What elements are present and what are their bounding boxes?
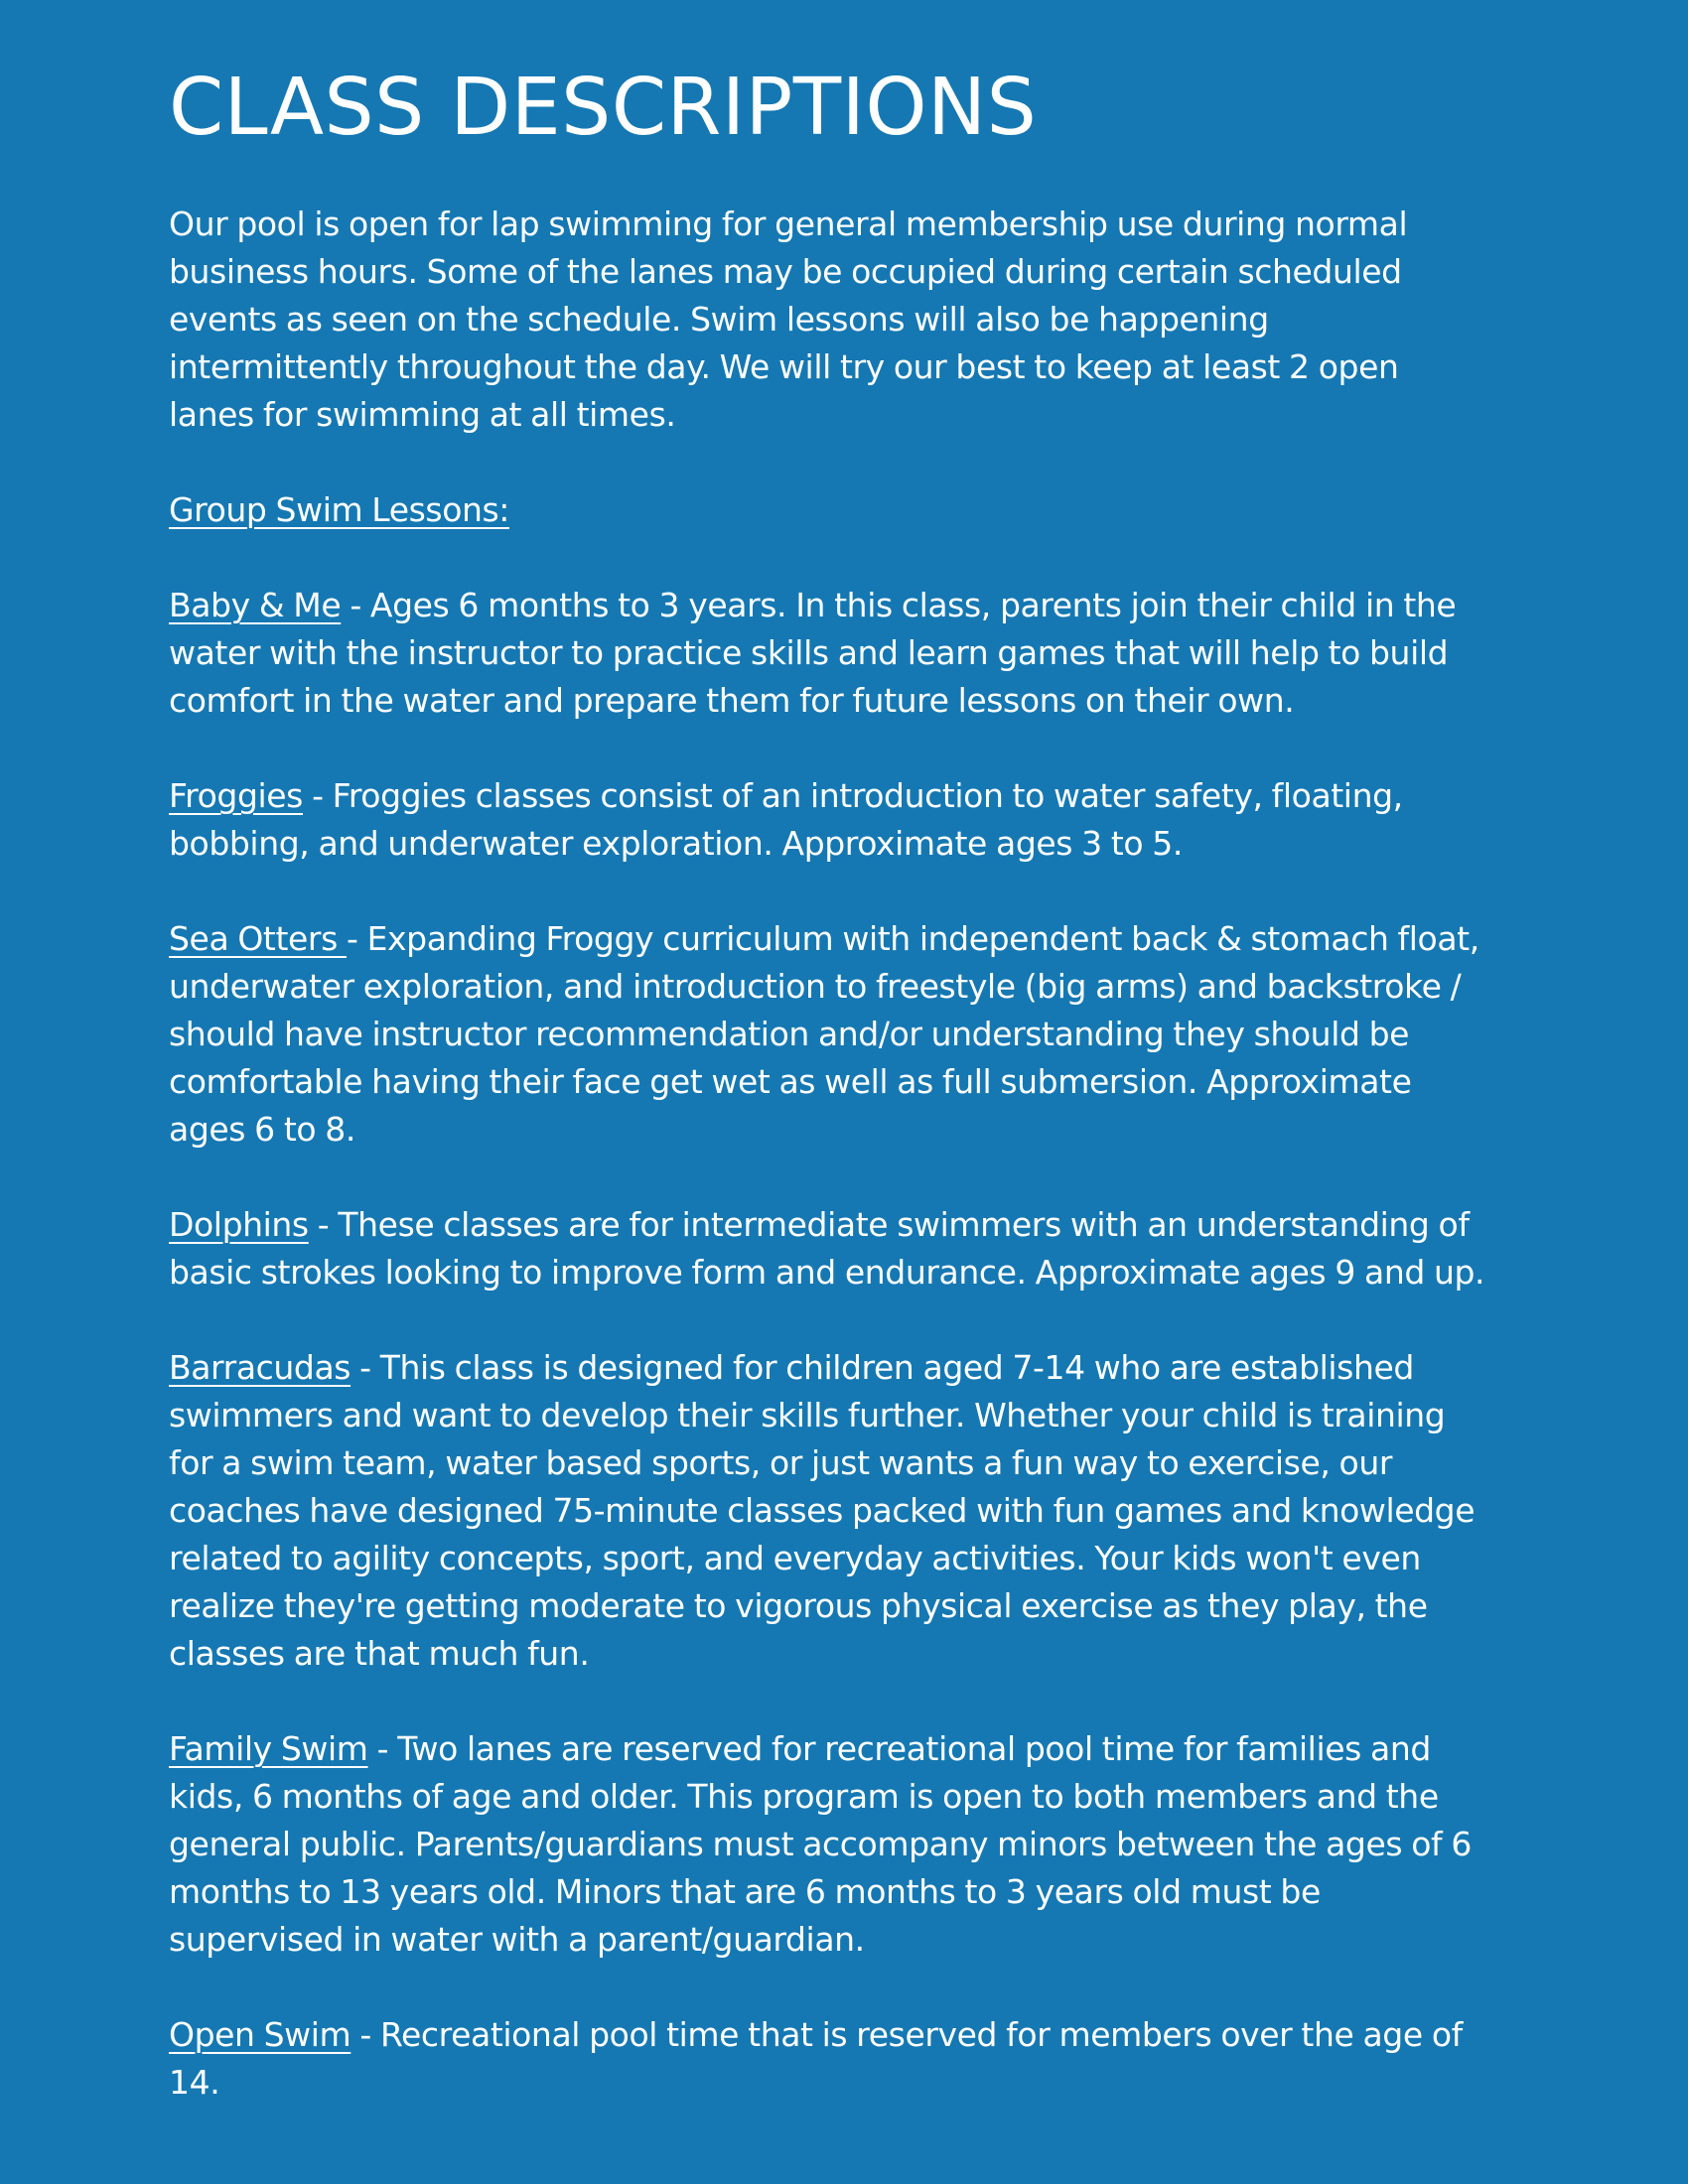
class-name: Baby & Me bbox=[169, 586, 342, 624]
class-name: Sea Otters bbox=[169, 919, 347, 958]
class-barracudas bbox=[169, 1344, 1489, 1678]
class-sea-otters bbox=[169, 915, 1489, 1154]
intro-paragraph: Our pool is open for lap swimming for general membership use during normal business hours. Some of the lanes may be occupied during certain scheduled events as seen on the schedule. Swim lessons will also be happening intermittently throughout the day. We will try our best to keep at least 2 open lanes for swimming at all times. bbox=[169, 205, 1408, 434]
class-description: - Two lanes are reserved for recreational pool time for families and kids, 6 months of age and older. This program is open to both members and the general public. Parents/guardians must accompany minors between the ages of 6 months to 13 years old. Minors that are 6 months to 3 years old must be supervised in water with a parent/guardian. bbox=[169, 1729, 1472, 1959]
class-name: Barracudas bbox=[169, 1348, 352, 1387]
class-name: Froggies bbox=[169, 776, 303, 815]
page-title: CLASS DESCRIPTIONS bbox=[169, 62, 1038, 153]
class-description: - Froggies classes consist of an introduction to water safety, floating, bobbing, and underwater exploration. Approximate ages 3 to 5. bbox=[169, 776, 1403, 863]
class-name: Dolphins bbox=[169, 1205, 309, 1244]
class-name: Family Swim bbox=[169, 1729, 368, 1768]
class-description: - This class is designed for children aged 7-14 who are established swimmers and want to develop their skills further. Whether your child is training for a swim team, water based sports, or just wants a fun way to exercise, our coaches have designed 75-minute classes packed with fun games and knowledge related to agility concepts, sport, and everyday activities. Your kids won't even realize they're getting moderate to vigorous physical exercise as they play, the classes are that much fun. bbox=[169, 1348, 1476, 1673]
class-open-swim bbox=[169, 2011, 1489, 2107]
class-name: Open Swim bbox=[169, 2015, 352, 2054]
class-family-swim bbox=[169, 1725, 1489, 1964]
class-baby-and-me bbox=[169, 582, 1489, 725]
group-lessons-heading-text: Group Swim Lessons: bbox=[169, 490, 510, 529]
class-froggies bbox=[169, 772, 1489, 868]
class-dolphins bbox=[169, 1201, 1489, 1297]
class-description: - Expanding Froggy curriculum with independent back & stomach float, underwater exploration, and introduction to freestyle (big arms) and backstroke / should have instructor recommendation and/or understanding they should be comfortable having their face get wet as well as full submersion. Approximate ages 6 to 8. bbox=[169, 919, 1479, 1149]
class-description: - Ages 6 months to 3 years. In this class, parents join their child in the water with the instructor to practice skills and learn games that will help to build comfort in the water and prepare them for future lessons on their own. bbox=[169, 586, 1457, 720]
class-description: - These classes are for intermediate swimmers with an understanding of basic strokes looking to improve form and endurance. Approximate ages 9 and up. bbox=[169, 1205, 1485, 1292]
class-description: - Recreational pool time that is reserved for members over the age of 14. bbox=[169, 2015, 1463, 2102]
group-lessons-heading bbox=[169, 486, 1489, 534]
